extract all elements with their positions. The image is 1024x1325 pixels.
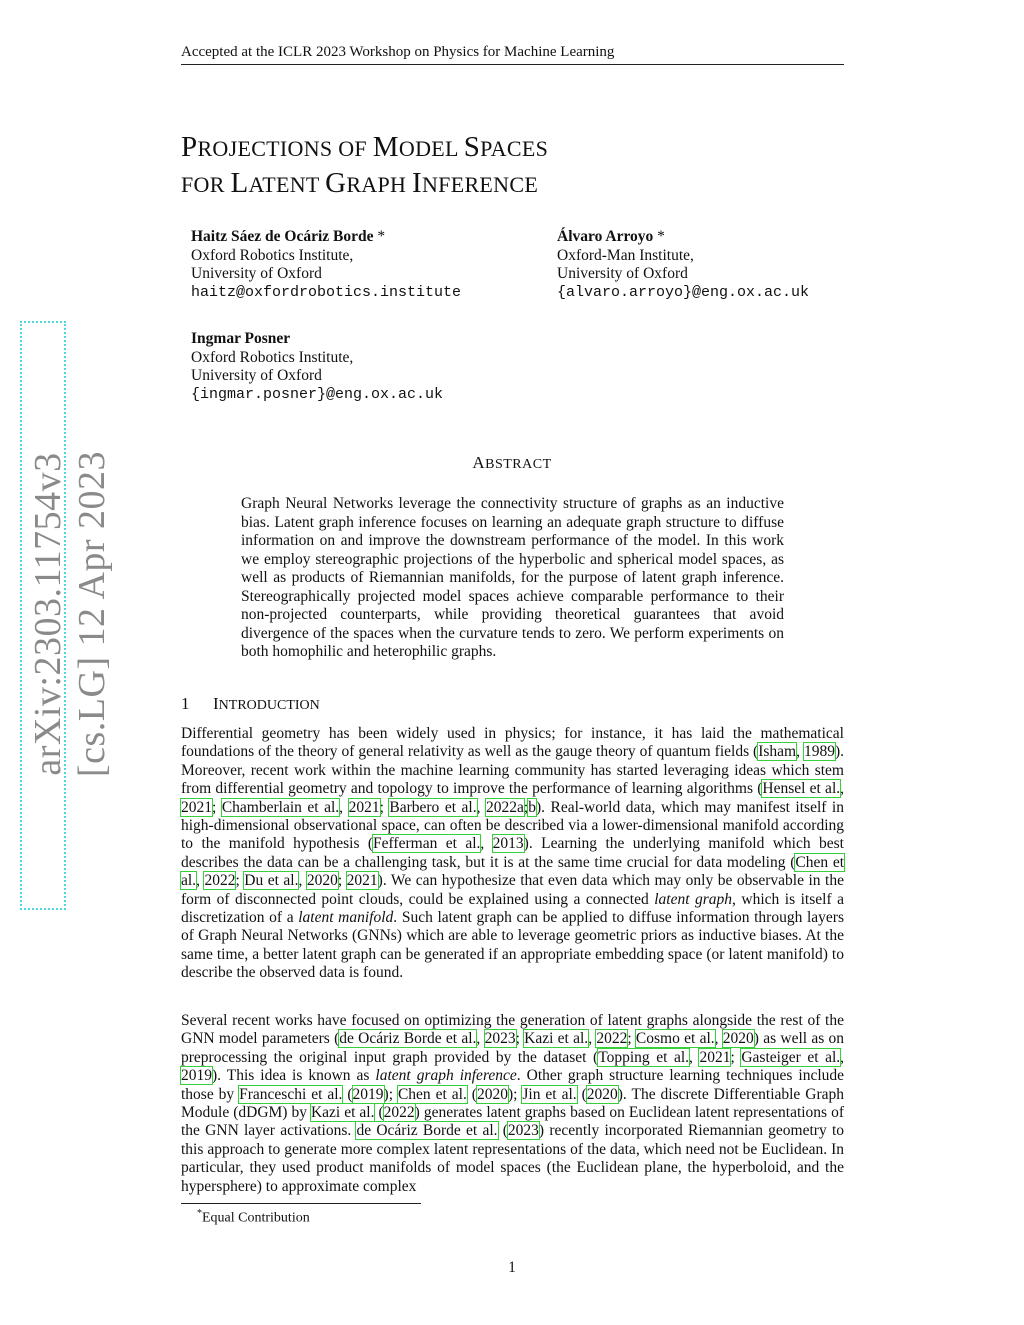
body-text: , (588, 1030, 597, 1048)
body-text: Several recent works have focused on optimizing the generation of latent graphs alongside the rest of the GNN model parameters ( (181, 1012, 844, 1048)
citation-link[interactable]: 1989 (803, 743, 835, 761)
body-text: ; (379, 798, 390, 816)
body-text: ; (337, 872, 347, 890)
body-text: ; (515, 1030, 525, 1048)
author-block-1 (191, 228, 461, 302)
section-heading-introduction: 1 INTRODUCTION (181, 694, 320, 713)
title-smallcaps: FOR (181, 172, 231, 197)
author-email[interactable]: {alvaro.arroyo}@eng.ox.ac.uk (557, 283, 810, 301)
author-university: University of Oxford (557, 265, 688, 282)
body-text: , (714, 1030, 723, 1048)
title-line-1 (181, 130, 548, 166)
section-number: 1 (181, 694, 190, 713)
body-text: ). Real-world data, which may manifest itself in high-dimensional observational space, can often be described via a lower-dimensional manifold according to the manifold hypothesis ( (181, 798, 844, 853)
citation-link[interactable]: Gasteiger et al. (741, 1048, 841, 1066)
author-name: Haitz Sáez de Ocáriz Borde (191, 228, 374, 245)
citation-link[interactable]: Chen et al. (397, 1085, 467, 1103)
author-email[interactable]: {ingmar.posner}@eng.ox.ac.uk (191, 385, 444, 403)
equal-contribution-mark: * (373, 228, 386, 245)
emphasis-text: latent graph (654, 890, 733, 908)
citation-link[interactable]: Fefferman et al. (373, 835, 481, 853)
body-text: , (796, 743, 804, 761)
citation-link[interactable]: 2022 (383, 1104, 415, 1122)
body-text: ). The discrete Differentiable Graph Module (dDGM) by (181, 1085, 845, 1122)
citation-link[interactable]: de Ocáriz Borde et al. (356, 1122, 498, 1140)
citation-link[interactable]: 2021 (181, 798, 212, 816)
footnote-rule (181, 1203, 421, 1204)
citation-link[interactable]: Barbero et al. (389, 798, 477, 816)
body-text: ( (342, 1085, 353, 1103)
equal-contribution-mark: * (653, 228, 665, 245)
author-affiliation: Oxford-Man Institute, (557, 246, 694, 264)
title-smallcaps: ATENT (248, 172, 326, 197)
title-capital: L (230, 167, 249, 199)
author-block-3 (191, 330, 443, 404)
abstract-text: Graph Neural Networks leverage the connectivity structure of graphs as an inductive bias. Latent graph inference focuses on learning an adequate graph structure to diffuse information on and improve the downstream performance of the model. In this work we employ stereographic projections of the hyperbolic and spherical model spaces, as well as products of Riemannian manifolds, for the purpose of latent graph inference. Stereographically projected model spaces achieve comparable performance to their non-projected counterparts, while providing theoretical guarantees that avoid divergence of the spaces when the curvature tends to zero. We perform experiments on both homophilic and heterophilic graphs. (241, 495, 784, 660)
body-text: , (480, 835, 493, 853)
title-smallcaps: ODEL (398, 136, 464, 161)
citation-link[interactable]: de Ocáriz Borde et al. (339, 1030, 477, 1048)
author-affiliation: Oxford Robotics Institute, (191, 246, 354, 264)
title-capital: M (372, 131, 399, 163)
citation-link[interactable]: 2021 (348, 798, 380, 816)
citation-link[interactable]: 2023 (484, 1030, 516, 1048)
emphasis-text: latent manifold (298, 909, 394, 927)
body-text: ). We can hypothesize that even data which may only be observable in the form of disconnected point clouds, could be explained using a connected (181, 872, 844, 908)
citation-link[interactable]: Cosmo et al. (635, 1030, 715, 1048)
body-text: . Such latent graph can be applied to diffuse information through layers of Graph Neural Networks (GNNs) which are able to leverage geometric priors as inductive biases. At the same time, a better latent graph can be generated if an appropriate embedding space (or latent manifold) to describe the observed data is found. (181, 909, 844, 982)
author-university: University of Oxford (191, 265, 322, 282)
body-text: ( (466, 1085, 477, 1103)
citation-link[interactable]: 2019 (352, 1085, 384, 1103)
page-number: 1 (508, 1259, 516, 1276)
body-text: ). Learning the underlying manifold which best describes the data can be a challenging task, but it is at the same time crucial for data modeling ( (181, 835, 844, 871)
title-capital: I (412, 167, 422, 199)
body-text: , (476, 798, 486, 816)
body-text: ) as well as on preprocessing the original input graph provided by the dataset ( (181, 1030, 845, 1066)
title-smallcaps: PACES (480, 136, 549, 161)
citation-link[interactable]: Hensel et al. (762, 780, 841, 798)
body-text: ; (235, 872, 245, 890)
body-text: , (689, 1048, 700, 1066)
citation-link[interactable]: Isham (758, 743, 797, 761)
body-text: ( (576, 1085, 587, 1103)
citation-link[interactable]: 2013 (492, 835, 524, 853)
body-text: , (476, 1030, 485, 1048)
author-block-2 (557, 228, 809, 302)
citation-link[interactable]: Topping et al. (598, 1048, 690, 1066)
citation-link[interactable]: Chen et al. (181, 853, 845, 890)
title-smallcaps: ROJECTIONS OF (197, 136, 373, 161)
author-affiliation: Oxford Robotics Institute, (191, 348, 354, 366)
citation-link[interactable]: Kazi et al. (310, 1104, 375, 1122)
body-text: ). This idea is known as (212, 1067, 376, 1085)
author-name: Ingmar Posner (191, 330, 291, 347)
title-capital: G (325, 167, 347, 199)
intro-paragraph-2 (181, 1012, 844, 1196)
title-line-2 (181, 166, 548, 202)
body-text: ( (374, 1104, 384, 1122)
body-text: ) recently incorporated Riemannian geometry to this approach to generate more complex latent representations of the data, which need not be Euclidean. In particular, they used product manifolds of model spaces (the Euclidean plane, the hyperboloid, and the hypersphere) to approximate complex (181, 1122, 845, 1195)
citation-link[interactable]: 2020 (586, 1085, 618, 1103)
body-text: ; (627, 1030, 636, 1048)
citation-link[interactable]: Kazi et al. (524, 1030, 589, 1048)
paper-title (181, 130, 548, 202)
body-text: ; (730, 1048, 742, 1066)
citation-link[interactable]: Chamberlain et al. (221, 798, 340, 816)
body-text: ; (523, 798, 529, 816)
body-text: ; (212, 798, 222, 816)
body-text: , (840, 780, 844, 798)
footnote: *Equal Contribution (197, 1208, 310, 1226)
body-text: . Other graph structure learning techniques include those by (181, 1067, 845, 1103)
title-capital: S (463, 131, 481, 163)
citation-link[interactable]: 2023 (507, 1122, 539, 1140)
citation-link[interactable]: b (528, 798, 536, 816)
author-email[interactable]: haitz@oxfordrobotics.institute (191, 283, 462, 301)
body-text: Differential geometry has been widely used in physics; for instance, it has laid the mathematical foundations of the theory of general relativity as well as the gauge theory of quantum fields ( (181, 725, 844, 761)
body-text: ( (497, 1122, 508, 1140)
citation-link[interactable]: 2021 (346, 872, 378, 890)
citation-link[interactable]: 2020 (722, 1030, 754, 1048)
title-capital: P (181, 131, 198, 163)
title-smallcaps: RAPH (346, 172, 413, 197)
body-text: , (196, 872, 205, 890)
body-text: , (298, 872, 307, 890)
citation-link[interactable]: 2019 (181, 1067, 212, 1085)
title-smallcaps: NFERENCE (421, 172, 539, 197)
citation-link[interactable]: 2020 (306, 872, 338, 890)
abstract-heading: ABSTRACT (472, 453, 552, 472)
citation-link[interactable]: 2022 (204, 872, 236, 890)
citation-link[interactable]: 2022a (485, 798, 524, 816)
arxiv-stamp[interactable]: arXiv:2303.11754v3 [cs.LG] 12 Apr 2023 (27, 450, 113, 778)
body-text: ). Moreover, recent work within the machine learning community has started leveraging ideas which stem from differential geometry and topology to improve the performance of learning algorithms ( (181, 743, 844, 798)
body-text: ) generates latent graphs based on Euclidean latent representations of the GNN layer activations. (181, 1104, 845, 1140)
citation-link[interactable]: 2021 (699, 1048, 731, 1066)
citation-link[interactable]: Du et al. (244, 872, 299, 890)
author-name: Álvaro Arroyo (557, 228, 654, 245)
body-text: , which is itself a discretization of a (181, 890, 844, 927)
running-header: Accepted at the ICLR 2023 Workshop on Physics for Machine Learning (181, 44, 844, 65)
intro-paragraph-1 (181, 725, 844, 983)
citation-link[interactable]: 2022 (596, 1030, 628, 1048)
body-text: , (840, 1048, 844, 1066)
citation-link[interactable]: Jin et al. (522, 1085, 577, 1103)
body-text: , (339, 798, 349, 816)
body-text: ); (383, 1085, 398, 1103)
citation-link[interactable]: Franceschi et al. (239, 1085, 343, 1103)
body-text: ); (507, 1085, 523, 1103)
author-university: University of Oxford (191, 367, 322, 384)
emphasis-text: latent graph inference (375, 1067, 517, 1085)
citation-link[interactable]: 2020 (476, 1085, 508, 1103)
